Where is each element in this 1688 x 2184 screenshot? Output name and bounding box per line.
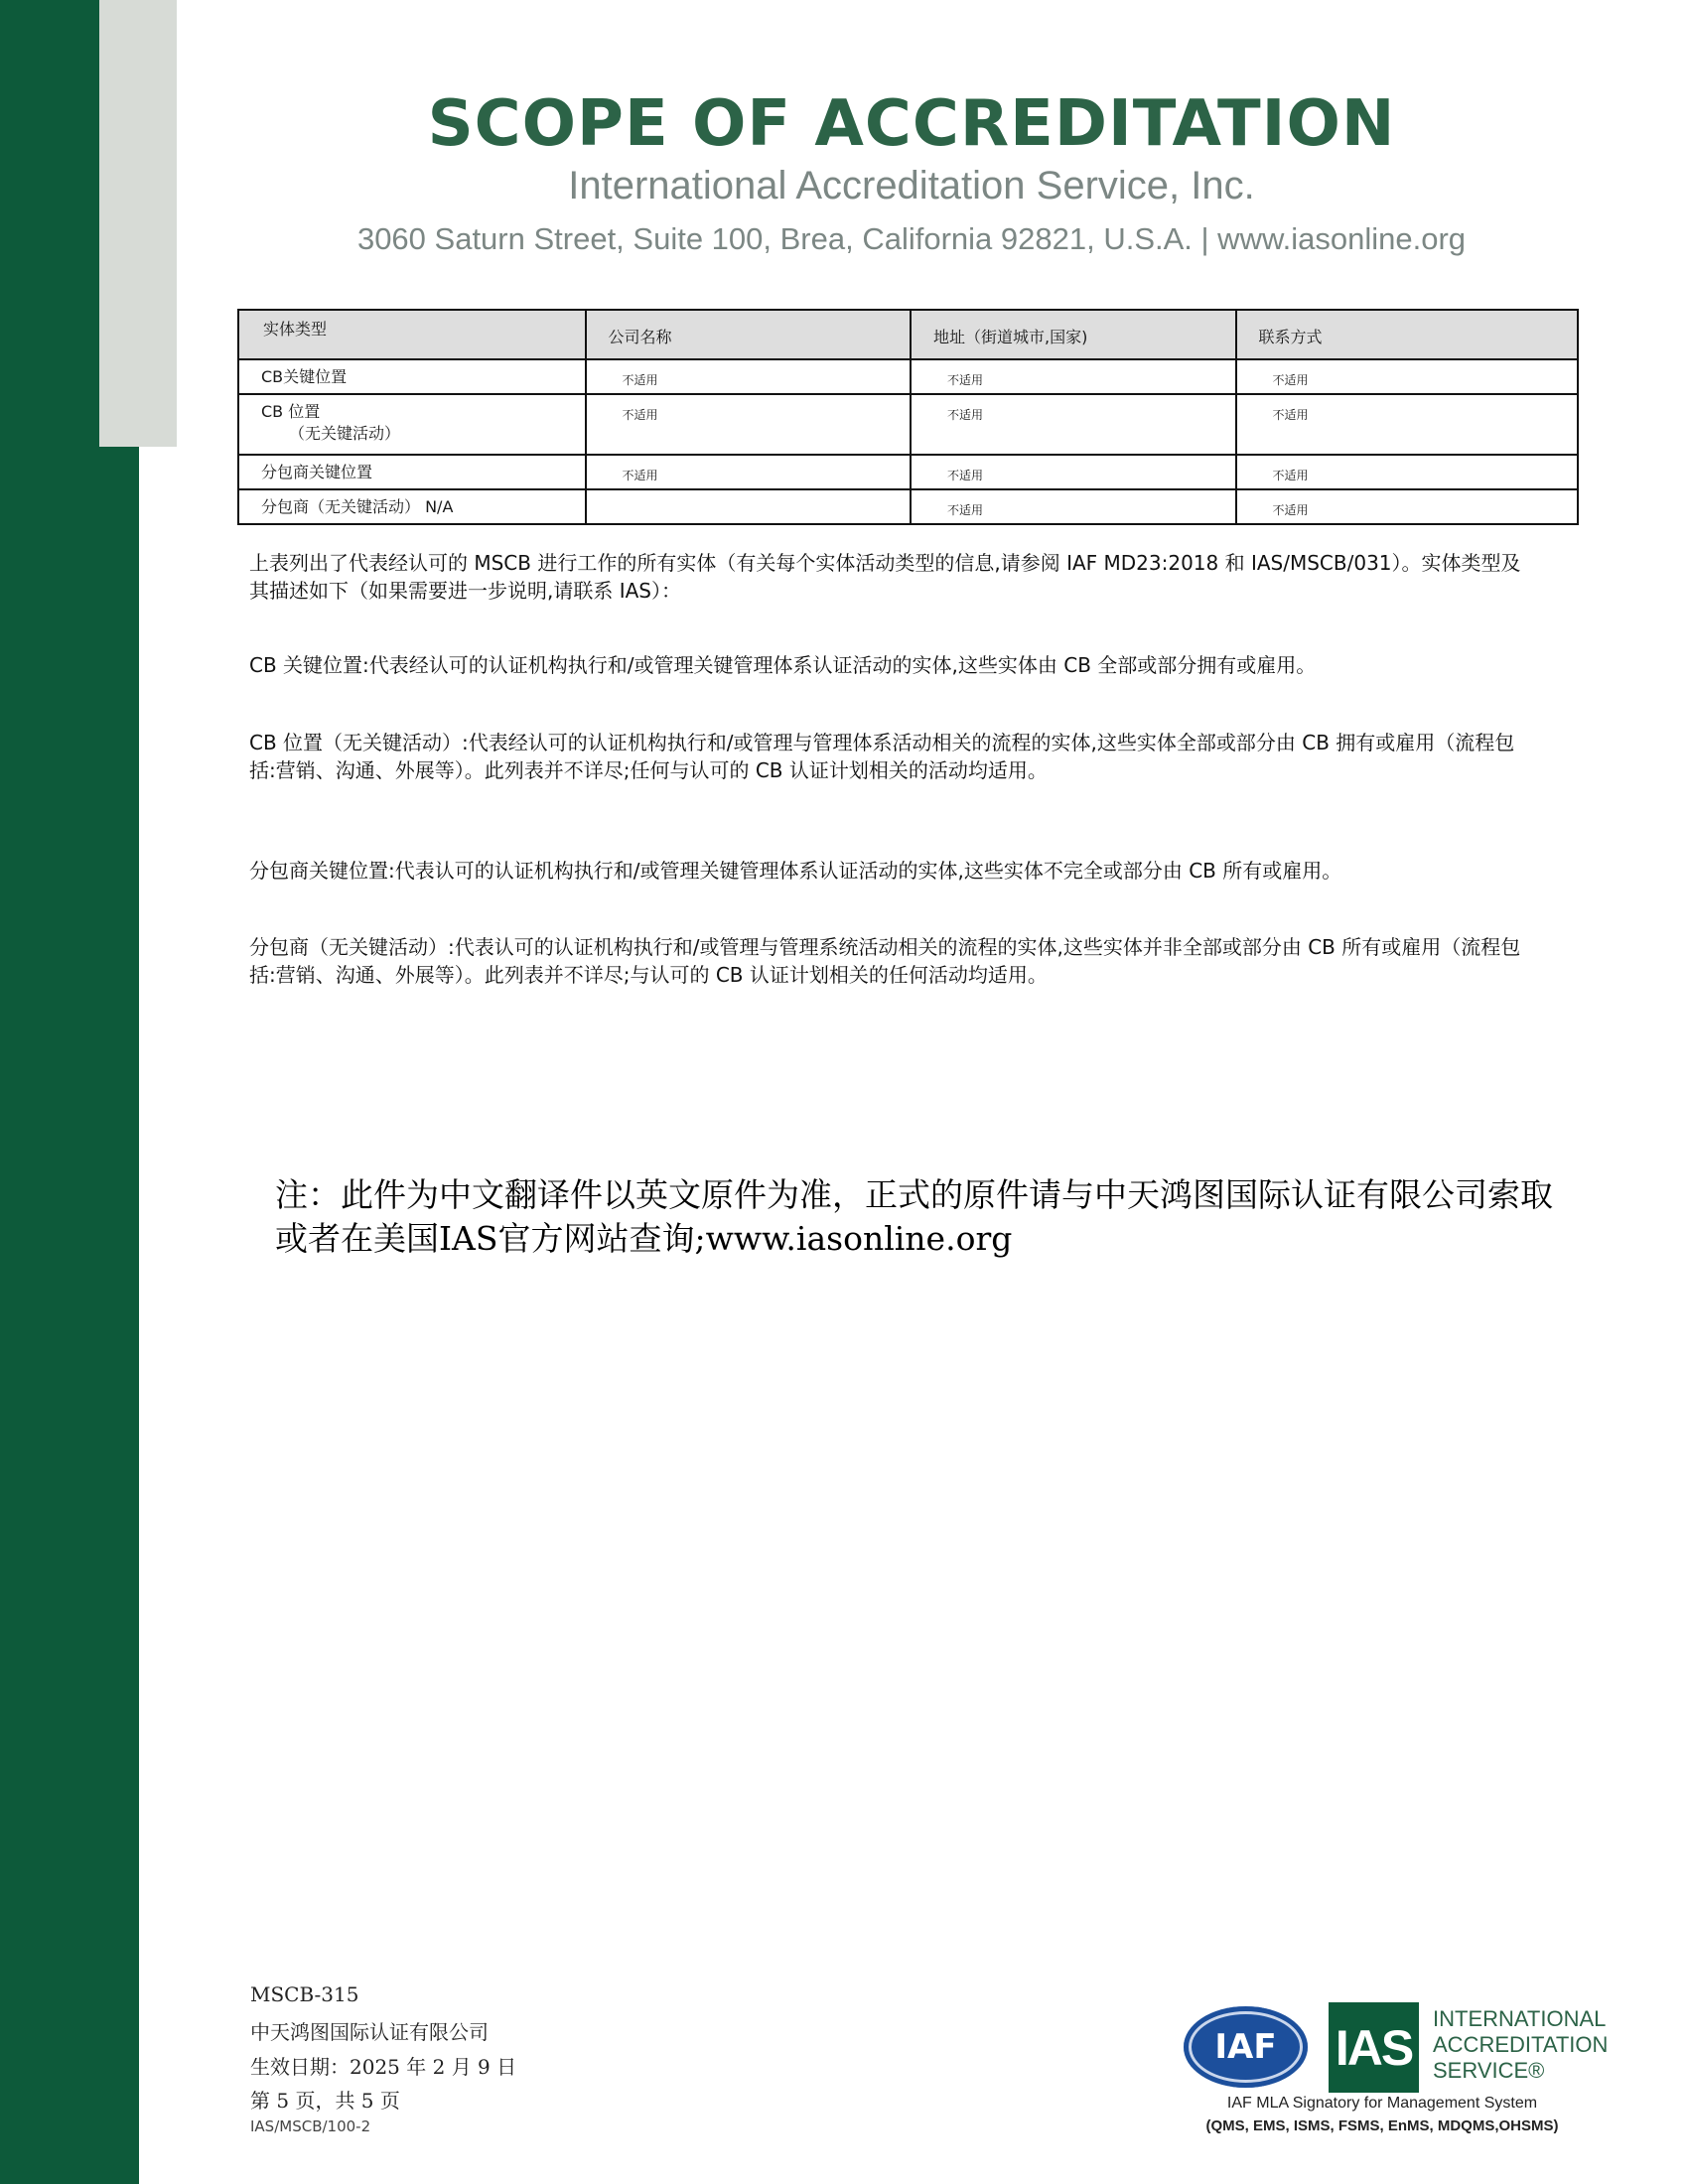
table-cell: 不适用 [911,489,1236,524]
definition-cb-key: CB 关键位置:代表经认可的认证机构执行和/或管理关键管理体系认证活动的实体,这些实体由 CB 全部或部分拥有或雇用。 [249,653,1317,677]
table-cell: 不适用 [586,455,911,489]
table-cell: 不适用 [1236,359,1579,394]
intro-paragraph: 上表列出了代表经认可的 MSCB 进行工作的所有实体（有关每个实体活动类型的信息,请参阅 IAF MD23:2018 和 IAS/MSCB/031）。实体类型及其描述如下（如果需要进一步说明,请联系 IAS）： [249,551,1521,603]
table-header-row [238,310,1578,359]
table-cell: 不适用 [911,359,1236,394]
table-cell: 不适用 [586,394,911,455]
translation-note: 注：此件为中文翻译件以英文原件为准，正式的原件请与中天鸿图国际认证有限公司索取或者在美国IAS官方网站查询;www.iasonline.org [275,1175,1553,1258]
table-cell: 不适用 [1236,394,1579,455]
form-number: IAS/MSCB/100-2 [250,2117,371,2135]
definition-subcontractor-key: 分包商关键位置:代表认可的认证机构执行和/或管理关键管理体系认证活动的实体,这些实体不完全或部分由 CB 所有或雇用。 [249,859,1342,883]
table-cell: 不适用 [586,359,911,394]
table-cell: CB关键位置 [238,359,586,394]
table-cell: 不适用 [911,455,1236,489]
table-cell: 分包商（无关键活动） N/A [238,489,586,524]
table-cell: 分包商关键位置 [238,455,586,489]
signatory-line: IAF MLA Signatory for Management System [1226,2095,1538,2112]
table-header-cell: 地址（街道城市,国家) [911,310,1236,359]
table-cell: 不适用 [1236,489,1579,524]
effective-date: 生效日期：2025 年 2 月 9 日 [250,2055,517,2079]
table-cell [586,489,911,524]
table-row [238,455,1578,489]
left-gray-accent [99,0,177,447]
organization-name: International Accreditation Service, Inc. [568,164,1255,207]
ias-logo-text: INTERNATIONAL ACCREDITATION SERVICE® [1433,2006,1609,2083]
table-row [238,489,1578,524]
definition-subcontractor: 分包商（无关键活动）:代表认可的认证机构执行和/或管理与管理系统活动相关的流程的实体,这些实体并非全部或部分由 CB 所有或雇用（流程包括:营销、沟通、外展等）。此列表并不详尽;与认可的 CB 认证计划相关的任何活动均适用。 [249,935,1521,987]
table-row [238,394,1578,455]
table-cell: CB 位置 （无关键活动） [238,394,586,455]
footer-company: 中天鸿图国际认证有限公司 [250,2020,489,2044]
page-number: 第 5 页，共 5 页 [250,2089,400,2113]
page-title: SCOPE OF ACCREDITATION [427,87,1396,161]
ias-logo: IAS [1329,2002,1419,2093]
table-row [238,359,1578,394]
definition-cb-location: CB 位置（无关键活动）:代表经认可的认证机构执行和/或管理与管理体系活动相关的流程的实体,这些实体全部或部分由 CB 拥有或雇用（流程包括:营销、沟通、外展等）。此列表并不详尽;任何与认可的 CB 认证计划相关的活动均适用。 [249,731,1515,782]
table-cell: 不适用 [1236,455,1579,489]
doc-id: MSCB-315 [250,1982,359,2006]
entity-table [237,309,1579,525]
iaf-logo: IAF [1184,2006,1308,2088]
organization-address: 3060 Saturn Street, Suite 100, Brea, California 92821, U.S.A. | www.iasonline.org [356,221,1467,256]
table-cell: 不适用 [911,394,1236,455]
signatory-scope: (QMS, EMS, ISMS, FSMS, EnMS, MDQMS,OHSMS) [1205,2117,1559,2134]
table-header-cell: 联系方式 [1236,310,1579,359]
table-header-cell: 实体类型 [238,310,586,359]
table-header-cell: 公司名称 [586,310,911,359]
